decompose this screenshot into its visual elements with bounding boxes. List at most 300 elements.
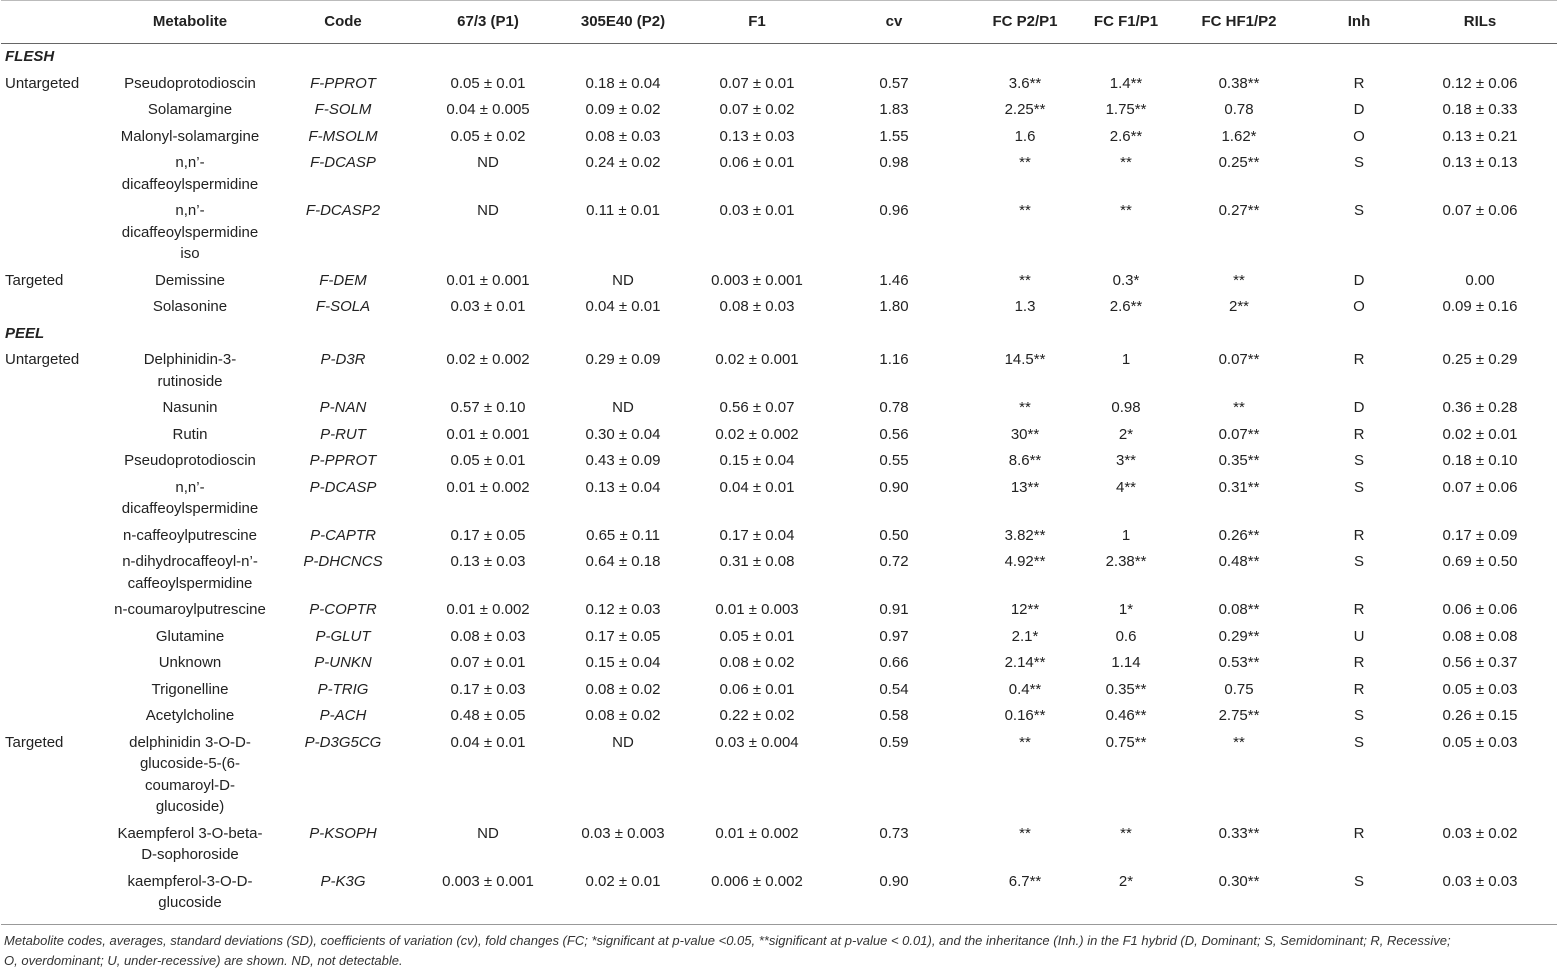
p2-value: 0.29 ± 0.09 (585, 351, 661, 368)
f1-value: 0.006 ± 0.002 (711, 872, 803, 890)
fc-p2-p1: ** (1019, 824, 1031, 842)
rils-value: 0.06 ± 0.06 (1442, 601, 1518, 618)
metabolite-name: Malonyl-solamargine (120, 127, 260, 145)
metabolite-name: n-dihydrocaffeoyl-n’-caffeoylspermidine (122, 553, 258, 592)
group-label (1, 549, 111, 597)
metabolite-code: F-MSOLM (308, 127, 378, 145)
fc-f1-p1: 0.3* (1112, 271, 1140, 289)
p2-value: 0.24 ± 0.02 (585, 154, 661, 171)
metabolite-code: F-PPROT (310, 74, 376, 92)
rils-value: 0.03 ± 0.02 (1442, 824, 1518, 842)
inheritance: S (1353, 553, 1364, 570)
inheritance: D (1353, 101, 1365, 118)
fc-p2-p1: 3.82** (1004, 526, 1046, 544)
p2-value: 0.13 ± 0.04 (585, 478, 661, 496)
cv-value: 0.90 (879, 478, 909, 496)
fc-f1-p1: ** (1120, 202, 1132, 219)
p1-value: 0.07 ± 0.01 (450, 654, 526, 671)
inheritance: O (1353, 127, 1365, 145)
fc-f1-p1: ** (1120, 824, 1132, 842)
fc-hf1-p2: ** (1233, 399, 1245, 416)
p2-value: ND (612, 399, 634, 416)
header-fc-hf1-p2: FC HF1/P2 (1163, 1, 1315, 44)
f1-value: 0.22 ± 0.02 (719, 707, 795, 724)
section-row (1, 44, 1557, 71)
p2-value: 0.02 ± 0.01 (585, 872, 661, 890)
table-row (1, 395, 1557, 422)
cv-value: 1.83 (879, 101, 909, 118)
metabolite-name: kaempferol-3-O-D-glucoside (127, 872, 253, 911)
p1-value: 0.03 ± 0.01 (450, 298, 526, 315)
metabolite-name: Solasonine (152, 298, 228, 315)
fc-p2-p1: ** (1019, 202, 1031, 219)
inheritance: R (1353, 351, 1365, 368)
p1-value: 0.48 ± 0.05 (450, 707, 526, 724)
metabolite-name: Unknown (158, 654, 222, 671)
fc-p2-p1: ** (1019, 733, 1031, 751)
cv-value: 1.80 (879, 298, 909, 315)
cv-value: 0.90 (879, 872, 909, 890)
metabolite-name: Rutin (172, 425, 208, 443)
metabolite-code: P-K3G (320, 872, 366, 890)
table-row (1, 475, 1557, 523)
group-label (1, 422, 111, 449)
table-header (1, 1, 1557, 44)
f1-value: 0.17 ± 0.04 (719, 526, 795, 544)
rils-value: 0.00 (1465, 271, 1495, 289)
fc-hf1-p2: 2** (1228, 298, 1250, 315)
fc-p2-p1: ** (1019, 271, 1031, 289)
header-code: Code (269, 1, 417, 44)
fc-p2-p1: 12** (1010, 601, 1040, 618)
p1-value: 0.04 ± 0.01 (450, 733, 526, 751)
fc-hf1-p2: 0.07** (1218, 351, 1260, 368)
fc-hf1-p2: ** (1233, 733, 1245, 751)
fc-f1-p1: 4** (1115, 478, 1137, 496)
table-row (1, 650, 1557, 677)
group-label: Untargeted (5, 351, 80, 368)
p2-value: 0.18 ± 0.04 (585, 74, 661, 92)
rils-value: 0.09 ± 0.16 (1442, 298, 1518, 315)
table-row (1, 124, 1557, 151)
fc-f1-p1: 2* (1118, 425, 1134, 443)
cv-value: 0.96 (879, 202, 909, 219)
f1-value: 0.07 ± 0.01 (719, 74, 795, 92)
cv-value: 1.16 (879, 351, 909, 368)
p1-value: 0.01 ± 0.002 (446, 478, 530, 496)
group-label (1, 650, 111, 677)
fc-p2-p1: 1.3 (1014, 298, 1036, 315)
metabolite-name: Delphinidin-3-rutinoside (143, 351, 237, 390)
inheritance: S (1353, 707, 1364, 724)
p2-value: 0.17 ± 0.05 (585, 627, 661, 645)
f1-value: 0.03 ± 0.004 (715, 733, 799, 751)
fc-p2-p1: 1.6 (1014, 127, 1036, 145)
cv-value: 0.55 (879, 452, 909, 469)
fc-f1-p1: 2.38** (1105, 553, 1147, 570)
f1-value: 0.01 ± 0.003 (715, 601, 799, 618)
fc-p2-p1: 14.5** (1004, 351, 1046, 368)
rils-value: 0.25 ± 0.29 (1442, 351, 1518, 368)
inheritance: S (1353, 154, 1364, 171)
fc-f1-p1: 2* (1118, 872, 1134, 890)
group-label: Targeted (5, 271, 64, 289)
fc-p2-p1: ** (1019, 399, 1031, 416)
cv-value: 0.54 (879, 680, 909, 698)
group-label (1, 448, 111, 475)
cv-value: 0.59 (879, 733, 909, 751)
metabolite-code: F-SOLM (314, 101, 372, 118)
fc-p2-p1: ** (1019, 154, 1031, 171)
header-fc-p2-p1: FC P2/P1 (961, 1, 1089, 44)
table-row (1, 198, 1557, 268)
metabolite-table (1, 0, 1557, 925)
metabolite-code: P-DHCNCS (303, 553, 383, 570)
table-body (1, 44, 1557, 925)
header-p2: 305E40 (P2) (559, 1, 687, 44)
fc-p2-p1: 0.16** (1004, 707, 1046, 724)
fc-hf1-p2: 0.35** (1218, 452, 1260, 469)
p2-value: ND (612, 733, 634, 751)
fc-p2-p1: 4.92** (1004, 553, 1046, 570)
p1-value: 0.05 ± 0.01 (450, 452, 526, 469)
rils-value: 0.13 ± 0.13 (1442, 154, 1518, 171)
f1-value: 0.05 ± 0.01 (719, 627, 795, 645)
metabolite-code: F-DCASP2 (305, 202, 381, 219)
metabolite-code: P-ACH (319, 707, 367, 724)
metabolite-name: Acetylcholine (145, 707, 235, 724)
p2-value: 0.64 ± 0.18 (585, 553, 661, 570)
table-row (1, 294, 1557, 321)
metabolite-name: Nasunin (162, 399, 218, 416)
inheritance: D (1353, 271, 1365, 289)
fc-f1-p1: 0.75** (1105, 733, 1147, 751)
section-title: FLESH (5, 48, 55, 65)
cv-value: 0.97 (879, 627, 909, 645)
fc-hf1-p2: 0.38** (1218, 74, 1260, 92)
cv-value: 0.58 (879, 707, 909, 724)
rils-value: 0.07 ± 0.06 (1442, 478, 1518, 496)
rils-value: 0.69 ± 0.50 (1442, 553, 1518, 570)
table-row (1, 677, 1557, 704)
group-label (1, 869, 111, 925)
table-row (1, 624, 1557, 651)
table-row (1, 703, 1557, 730)
f1-value: 0.06 ± 0.01 (719, 680, 795, 698)
header-fc-f1-p1: FC F1/P1 (1089, 1, 1163, 44)
p2-value: 0.11 ± 0.01 (586, 202, 660, 219)
metabolite-code: P-RUT (320, 425, 366, 443)
metabolite-code: P-COPTR (309, 601, 377, 618)
p1-value: 0.01 ± 0.002 (446, 601, 530, 618)
metabolite-name: Solamargine (147, 101, 233, 118)
p2-value: 0.04 ± 0.01 (585, 298, 661, 315)
group-label (1, 624, 111, 651)
metabolite-name: n,n’-dicaffeoylspermidine iso (121, 202, 259, 262)
f1-value: 0.003 ± 0.001 (711, 271, 803, 289)
fc-f1-p1: 0.98 (1111, 399, 1141, 416)
metabolite-code: P-DCASP (309, 478, 377, 496)
fc-hf1-p2: ** (1233, 271, 1245, 289)
inheritance: S (1353, 202, 1364, 219)
group-label: Targeted (5, 733, 64, 751)
group-label: Untargeted (5, 74, 80, 92)
cv-value: 0.78 (879, 399, 909, 416)
p2-value: 0.15 ± 0.04 (585, 654, 661, 671)
f1-value: 0.01 ± 0.002 (715, 824, 799, 842)
group-label (1, 150, 111, 198)
metabolite-name: Trigonelline (151, 680, 229, 698)
fc-f1-p1: 2.6** (1109, 127, 1143, 145)
fc-hf1-p2: 0.26** (1218, 526, 1260, 544)
group-label (1, 198, 111, 268)
cv-value: 0.73 (879, 824, 909, 842)
inheritance: R (1353, 74, 1365, 92)
fc-hf1-p2: 0.29** (1218, 627, 1260, 645)
fc-hf1-p2: 0.48** (1218, 553, 1260, 570)
rils-value: 0.36 ± 0.28 (1442, 399, 1518, 416)
fc-p2-p1: 2.14** (1004, 654, 1046, 671)
header-f1: F1 (687, 1, 827, 44)
p2-value: 0.08 ± 0.03 (585, 127, 661, 145)
group-label (1, 703, 111, 730)
metabolite-code: P-GLUT (315, 627, 371, 645)
table-row (1, 869, 1557, 925)
f1-value: 0.08 ± 0.03 (719, 298, 795, 315)
p1-value: 0.05 ± 0.01 (450, 74, 526, 92)
header-row (1, 1, 1557, 44)
fc-p2-p1: 30** (1010, 425, 1040, 443)
metabolite-code: P-D3R (320, 351, 366, 368)
p2-value: ND (612, 271, 634, 289)
table-row (1, 730, 1557, 821)
cv-value: 0.91 (879, 601, 909, 618)
inheritance: O (1353, 298, 1365, 315)
p2-value: 0.08 ± 0.02 (585, 680, 661, 698)
metabolite-code: P-D3G5CG (304, 733, 382, 751)
f1-value: 0.56 ± 0.07 (719, 399, 795, 416)
p2-value: 0.08 ± 0.02 (585, 707, 661, 724)
rils-value: 0.18 ± 0.10 (1442, 452, 1518, 469)
metabolite-name: delphinidin 3-O-D-glucoside-5-(6-coumaroyl-D-glucoside) (129, 733, 251, 815)
cv-value: 0.98 (879, 154, 909, 171)
p2-value: 0.12 ± 0.03 (585, 601, 661, 618)
metabolite-code: F-DEM (319, 271, 367, 289)
p2-value: 0.30 ± 0.04 (585, 425, 661, 443)
p1-value: 0.02 ± 0.002 (446, 351, 530, 368)
metabolite-code: P-NAN (319, 399, 367, 416)
inheritance: R (1353, 425, 1365, 443)
table-row (1, 347, 1557, 395)
p1-value: 0.04 ± 0.005 (446, 101, 530, 118)
table-row (1, 448, 1557, 475)
f1-value: 0.07 ± 0.02 (719, 101, 795, 118)
metabolite-name: Glutamine (155, 627, 225, 645)
fc-hf1-p2: 0.07** (1218, 425, 1260, 443)
cv-value: 1.55 (879, 127, 909, 145)
inheritance: S (1353, 478, 1364, 496)
fc-hf1-p2: 0.33** (1218, 824, 1260, 842)
metabolite-code: P-CAPTR (310, 526, 376, 544)
section-row (1, 321, 1557, 348)
f1-value: 0.02 ± 0.002 (715, 425, 799, 443)
p1-value: ND (477, 154, 499, 171)
fc-f1-p1: 1* (1118, 601, 1134, 618)
group-label (1, 97, 111, 124)
inheritance: U (1353, 627, 1365, 645)
p1-value: 0.17 ± 0.03 (450, 680, 526, 698)
inheritance: S (1353, 733, 1364, 751)
p1-value: 0.05 ± 0.02 (450, 127, 526, 145)
group-label (1, 523, 111, 550)
f1-value: 0.02 ± 0.001 (715, 351, 799, 368)
fc-f1-p1: 1.75** (1105, 101, 1147, 118)
f1-value: 0.08 ± 0.02 (719, 654, 795, 671)
group-label (1, 395, 111, 422)
metabolite-name: n,n’-dicaffeoylspermidine (121, 154, 259, 193)
fc-p2-p1: 8.6** (1008, 452, 1042, 469)
cv-value: 1.46 (879, 271, 909, 289)
inheritance: R (1353, 824, 1365, 842)
metabolite-code: P-TRIG (317, 680, 369, 698)
p1-value: 0.01 ± 0.001 (446, 425, 530, 443)
fc-hf1-p2: 1.62* (1221, 127, 1257, 145)
fc-hf1-p2: 2.75** (1218, 707, 1260, 724)
p2-value: 0.43 ± 0.09 (585, 452, 661, 469)
header-rils: RILs (1403, 1, 1557, 44)
fc-f1-p1: 0.6 (1115, 627, 1137, 645)
p2-value: 0.65 ± 0.11 (586, 526, 660, 544)
rils-value: 0.18 ± 0.33 (1442, 101, 1518, 118)
header-metabolite: Metabolite (111, 1, 269, 44)
table-footnote: Metabolite codes, averages, standard deviations (SD), coefficients of variation (cv), fold changes (FC; *significant at p-value <0.05, **significant at p-value < 0.01), and the inheritance (Inh.) in the F1 hybrid (D, Dominant; S, Semidominant; R, Recessive; O, overdominant; U, under-recessive) are shown. ND, not detectable. (4, 932, 1451, 968)
table-row (1, 821, 1557, 869)
p1-value: 0.08 ± 0.03 (450, 627, 526, 645)
fc-f1-p1: 0.35** (1105, 680, 1147, 698)
fc-f1-p1: 3** (1115, 452, 1137, 469)
cv-value: 0.72 (879, 553, 909, 570)
table-row (1, 523, 1557, 550)
cv-value: 0.50 (879, 526, 909, 544)
f1-value: 0.04 ± 0.01 (719, 478, 795, 496)
f1-value: 0.06 ± 0.01 (719, 154, 795, 171)
f1-value: 0.31 ± 0.08 (719, 553, 795, 570)
table-row (1, 268, 1557, 295)
inheritance: S (1353, 872, 1364, 890)
group-label (1, 294, 111, 321)
metabolite-name: Pseudoprotodioscin (124, 74, 256, 92)
inheritance: S (1353, 452, 1364, 469)
rils-value: 0.17 ± 0.09 (1442, 526, 1518, 544)
fc-f1-p1: 1 (1121, 351, 1131, 368)
inheritance: R (1353, 526, 1365, 544)
fc-f1-p1: 1.14 (1111, 654, 1141, 671)
rils-value: 0.26 ± 0.15 (1442, 707, 1518, 724)
group-label (1, 475, 111, 523)
metabolite-code: P-PPROT (309, 452, 377, 469)
rils-value: 0.08 ± 0.08 (1442, 627, 1518, 645)
fc-hf1-p2: 0.25** (1218, 154, 1260, 171)
metabolite-name: n,n’-dicaffeoylspermidine (121, 478, 259, 517)
metabolite-name: Kaempferol 3-O-beta-D-sophoroside (117, 824, 263, 863)
rils-value: 0.03 ± 0.03 (1442, 872, 1518, 890)
fc-p2-p1: 13** (1010, 478, 1040, 496)
p1-value: 0.003 ± 0.001 (442, 872, 534, 890)
p1-value: 0.13 ± 0.03 (450, 553, 526, 570)
table-row (1, 71, 1557, 98)
fc-f1-p1: 1 (1121, 526, 1131, 544)
p1-value: 0.01 ± 0.001 (446, 271, 530, 289)
group-label (1, 124, 111, 151)
fc-hf1-p2: 0.78 (1224, 101, 1254, 118)
f1-value: 0.13 ± 0.03 (719, 127, 795, 145)
metabolite-name: n-coumaroylputrescine (114, 601, 266, 618)
cv-value: 0.57 (879, 74, 909, 92)
fc-hf1-p2: 0.30** (1218, 872, 1260, 890)
metabolite-name: n-caffeoylputrescine (123, 526, 257, 544)
fc-p2-p1: 6.7** (1008, 872, 1042, 890)
fc-hf1-p2: 0.53** (1218, 654, 1260, 671)
metabolite-code: P-UNKN (314, 654, 372, 671)
fc-p2-p1: 2.1* (1011, 627, 1039, 645)
inheritance: D (1353, 399, 1365, 416)
table-row (1, 422, 1557, 449)
group-label (1, 597, 111, 624)
metabolite-name: Demissine (154, 271, 226, 289)
rils-value: 0.13 ± 0.21 (1442, 127, 1518, 145)
cv-value: 0.56 (879, 425, 909, 443)
fc-p2-p1: 0.4** (1008, 680, 1042, 698)
fc-hf1-p2: 0.08** (1218, 601, 1260, 618)
table-row (1, 97, 1557, 124)
cv-value: 0.66 (879, 654, 909, 671)
inheritance: R (1353, 601, 1365, 618)
fc-f1-p1: 0.46** (1105, 707, 1147, 724)
p2-value: 0.03 ± 0.003 (581, 824, 665, 842)
inheritance: R (1353, 654, 1365, 671)
header-cv: cv (827, 1, 961, 44)
section-title: PEEL (5, 324, 45, 342)
fc-p2-p1: 2.25** (1004, 101, 1046, 118)
fc-hf1-p2: 0.27** (1218, 202, 1260, 219)
fc-hf1-p2: 0.31** (1218, 478, 1260, 496)
rils-value: 0.05 ± 0.03 (1442, 680, 1518, 698)
metabolite-code: F-SOLA (315, 298, 371, 315)
inheritance: R (1353, 680, 1365, 698)
p1-value: 0.17 ± 0.05 (450, 526, 526, 544)
table-row (1, 597, 1557, 624)
group-label (1, 677, 111, 704)
fc-f1-p1: 1.4** (1109, 74, 1143, 92)
metabolite-code: F-DCASP (310, 154, 376, 171)
header-group (1, 1, 111, 44)
metabolite-name: Pseudoprotodioscin (124, 452, 256, 469)
table-row (1, 549, 1557, 597)
rils-value: 0.12 ± 0.06 (1442, 74, 1518, 92)
fc-p2-p1: 3.6** (1008, 74, 1042, 92)
p1-value: 0.57 ± 0.10 (450, 399, 526, 416)
p1-value: ND (477, 202, 499, 219)
fc-hf1-p2: 0.75 (1224, 680, 1254, 698)
fc-f1-p1: 2.6** (1109, 298, 1143, 315)
f1-value: 0.03 ± 0.01 (719, 202, 795, 219)
table-row (1, 150, 1557, 198)
p1-value: ND (477, 824, 499, 842)
rils-value: 0.05 ± 0.03 (1442, 733, 1518, 751)
header-inh: Inh (1315, 1, 1403, 44)
metabolite-code: P-KSOPH (309, 824, 377, 842)
f1-value: 0.15 ± 0.04 (719, 452, 795, 469)
